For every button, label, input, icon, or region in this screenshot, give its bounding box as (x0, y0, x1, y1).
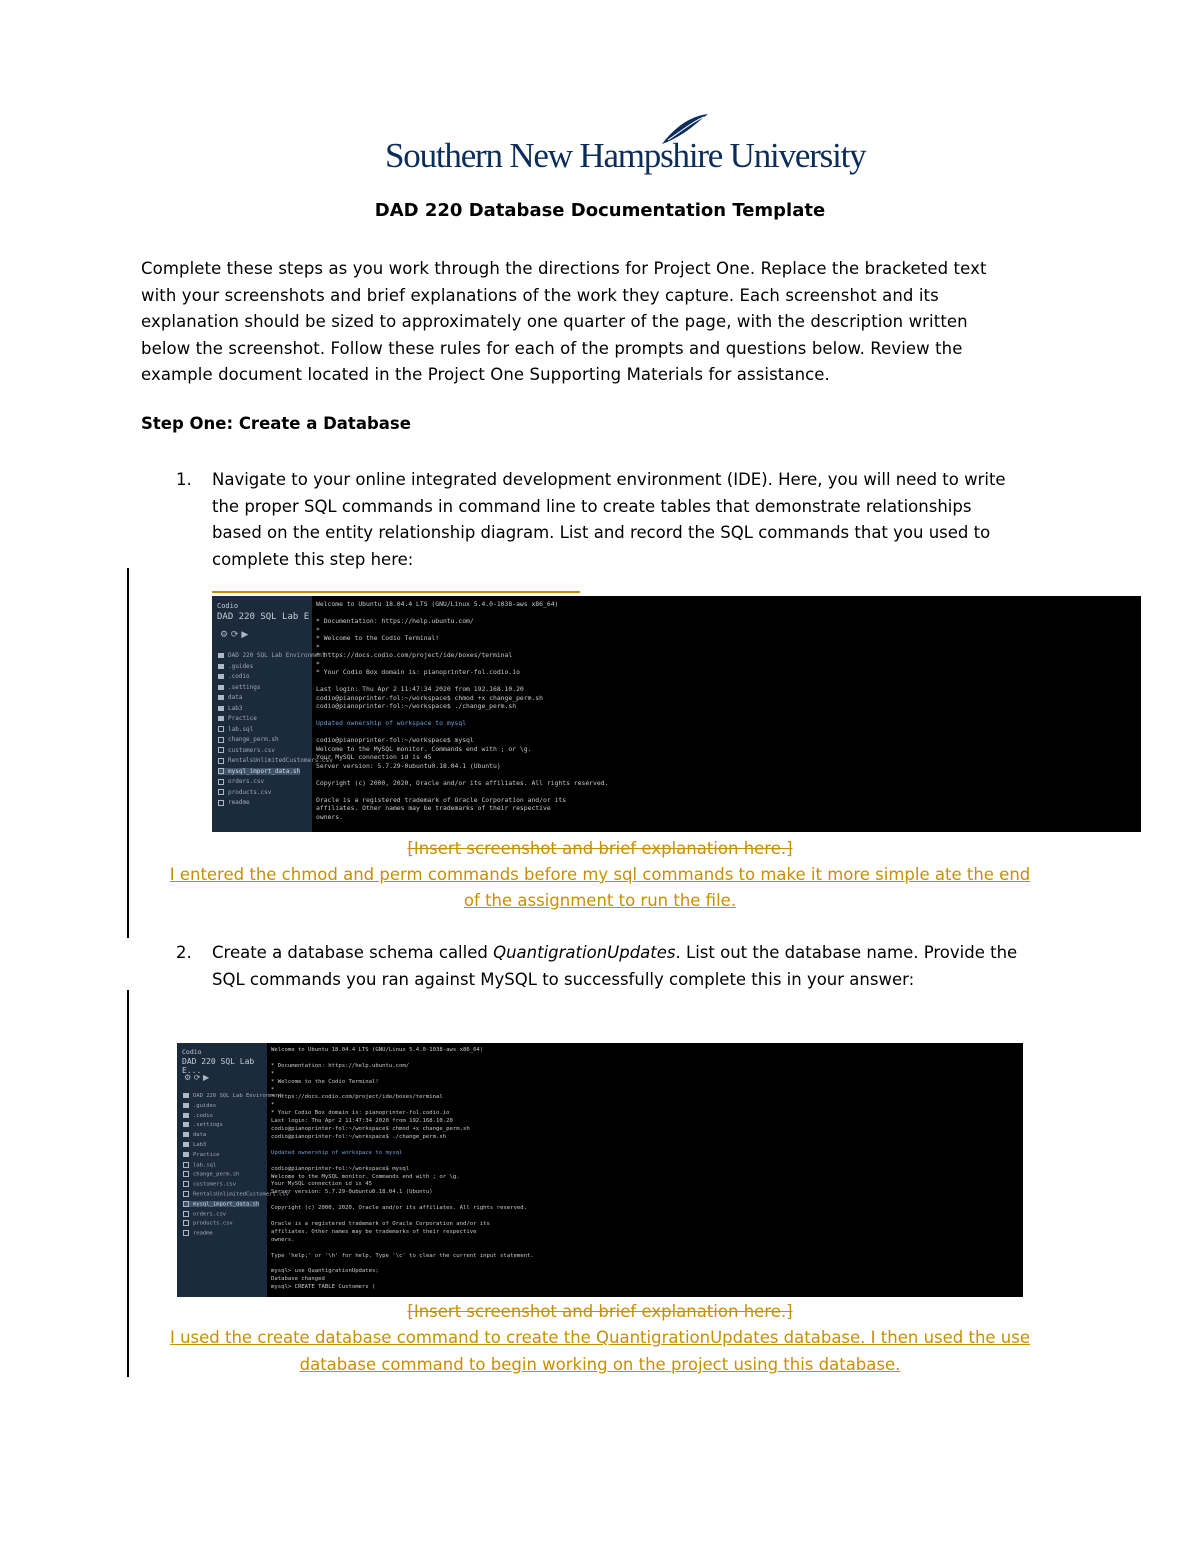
terminal-line: mysql> use QuantigrationUpdates; (271, 1268, 379, 1275)
folder-icon (183, 1113, 189, 1118)
terminal-line: mysql> CREATE TABLE Customers ( (271, 1284, 376, 1291)
terminal-line: Copyright (c) 2000, 2020, Oracle and/or its affiliates. All rights reserved. (271, 1205, 527, 1212)
file-tree-label: change_perm.sh (193, 1171, 240, 1178)
terminal-line (316, 787, 1141, 796)
sidebar-brand: Codio (182, 1048, 202, 1056)
file-tree-item[interactable] (183, 1201, 259, 1208)
file-icon (218, 789, 224, 795)
file-icon (218, 747, 224, 753)
sidebar-toolbar: ⚙ ⟳ ▶ (184, 1073, 210, 1082)
logo-wordmark: Southern New Hampshire University (385, 136, 866, 175)
file-tree-label: customers.csv (228, 746, 275, 754)
file-tree-item[interactable] (218, 705, 242, 712)
item-2-text: . List out the database name. Provide the (675, 943, 1018, 962)
terminal-line: codio@pianoprinter-fol:~/workspace$ chmod +x change_perm.sh (316, 693, 544, 702)
file-tree-item[interactable] (218, 799, 250, 806)
item-2-prompt (212, 940, 1072, 993)
intro-line: below the screenshot. Follow these rules for each of the prompts and questions below. Review the (141, 338, 963, 358)
file-tree-label: RentalsUnlimitedCustomers.csv (193, 1191, 290, 1198)
file-tree-label: DAD 220 SQL Lab Environment (193, 1093, 283, 1099)
ide-screenshot-2 (177, 1043, 1023, 1297)
file-tree-label: readme (228, 799, 250, 806)
terminal-line (271, 1245, 1023, 1253)
terminal-line: Your MySQL connection id is 45 (316, 753, 432, 761)
file-tree-item[interactable] (183, 1230, 213, 1237)
terminal-line: codio@pianoprinter-fol:~/workspace$ ./change_perm.sh (316, 702, 517, 710)
terminal-line (316, 728, 1141, 737)
file-tree-item[interactable] (183, 1171, 239, 1178)
item-1-line: Navigate to your online integrated development environment (IDE). Here, you will need to write (212, 470, 1006, 489)
file-tree-label: Lab3 (193, 1142, 207, 1148)
terminal-line (316, 609, 1141, 618)
terminal-line (271, 1260, 1023, 1268)
terminal-output (312, 596, 1141, 832)
file-tree-item[interactable] (218, 778, 264, 785)
terminal-line: * Your Codio Box domain is: pianoprinter-fol.codio.io (316, 668, 520, 676)
terminal-line: Welcome to the MySQL monitor. Commands end with ; or \g. (316, 744, 532, 753)
intro-line: explanation should be sized to approximately one quarter of the page, with the description written (141, 312, 968, 331)
terminal-line: codio@pianoprinter-fol:~/workspace$ ./change_perm.sh (271, 1133, 447, 1140)
file-tree-item[interactable] (218, 684, 261, 691)
terminal-line: affiliates. Other names may be trademarks of their respective (316, 804, 551, 812)
terminal-line: Server version: 5.7.29-0ubuntu0.18.04.1 (Ubuntu) (316, 761, 501, 770)
file-tree-item[interactable] (218, 694, 242, 701)
terminal-line: Oracle is a registered trademark of Oracle Corporation and/or its (316, 795, 567, 804)
item-1-placeholder: [Insert screenshot and brief explanation here.] (407, 839, 793, 858)
item-2-line: SQL commands you ran against MySQL to successfully complete this in your answer: (212, 969, 915, 989)
ide-screenshot-1 (212, 596, 1141, 832)
terminal-line (271, 1197, 1023, 1205)
terminal-line: Copyright (c) 2000, 2020, Oracle and/or its affiliates. All rights reserved. (316, 778, 609, 787)
file-icon (183, 1162, 189, 1168)
file-icon (218, 758, 224, 764)
file-tree-item[interactable] (218, 736, 279, 743)
terminal-line: * Welcome to the Codio Terminal! (271, 1078, 379, 1085)
file-tree-label: customers.csv (193, 1181, 237, 1188)
terminal-line: Server version: 5.7.29-0ubuntu0.18.04.1 (Ubuntu) (271, 1189, 433, 1196)
file-tree-label: orders.csv (193, 1211, 227, 1218)
file-icon (183, 1171, 189, 1177)
terminal-line (271, 1213, 1023, 1221)
item-1-number: 1. (176, 470, 192, 489)
file-tree-label: .settings (193, 1122, 223, 1129)
file-tree-label: lab.sql (228, 725, 254, 733)
intro-paragraph (141, 256, 1041, 389)
file-icon (218, 768, 224, 774)
terminal-line: Updated ownership of workspace to mysql (316, 719, 467, 727)
terminal-line: codio@pianoprinter-fol:~/workspace$ mysql (271, 1165, 410, 1172)
terminal-line: * Documentation: https://help.ubuntu.com/ (316, 617, 474, 625)
document-title: DAD 220 Database Documentation Template (374, 200, 826, 221)
file-tree-label: Practice (228, 715, 257, 722)
file-icon (183, 1191, 189, 1197)
terminal-line: * (271, 1070, 275, 1077)
item-2-placeholder: [Insert screenshot and brief explanation here.] (407, 1302, 793, 1321)
terminal-output (267, 1043, 1023, 1297)
file-icon (183, 1181, 189, 1187)
file-icon (183, 1211, 189, 1217)
file-tree-label: .settings (228, 683, 261, 691)
folder-icon (183, 1142, 189, 1147)
file-tree-item[interactable] (183, 1152, 220, 1158)
answer-blank-line (212, 591, 580, 593)
terminal-line (316, 677, 1141, 686)
file-tree-label: products.csv (228, 788, 272, 796)
item-1-line: complete this step here: (212, 549, 414, 569)
item-2-number: 2. (176, 943, 192, 962)
terminal-line: Type 'help;' or '\h' for help. Type '\c' to clear the current input statement. (271, 1252, 534, 1259)
schema-name: QuantigrationUpdates (493, 943, 676, 962)
file-tree-label: mysql_import_data.sh (193, 1201, 260, 1208)
terminal-line: * (316, 625, 320, 634)
file-tree-label: .guides (193, 1102, 217, 1109)
terminal-line: codio@pianoprinter-fol:~/workspace$ mysql (316, 736, 474, 744)
terminal-line: Updated ownership of workspace to mysql (271, 1149, 403, 1156)
terminal-line: * Welcome to the Codio Terminal! (316, 634, 440, 642)
folder-icon (183, 1093, 189, 1098)
file-tree-item[interactable] (183, 1142, 206, 1148)
item-1-answer-line: of the assignment to run the file. (463, 891, 737, 910)
file-tree-item[interactable] (183, 1162, 216, 1169)
terminal-line: Database changed (271, 1276, 325, 1283)
file-icon (183, 1230, 189, 1236)
file-tree-item[interactable] (218, 789, 271, 796)
terminal-line: codio@pianoprinter-fol:~/workspace$ chmod +x change_perm.sh (271, 1126, 470, 1133)
terminal-line: owners. (271, 1236, 295, 1243)
file-tree-label: change_perm.sh (228, 736, 279, 743)
intro-line: Complete these steps as you work through the directions for Project One. Replace the bracketed text (141, 259, 987, 278)
terminal-line: Welcome to Ubuntu 18.04.4 LTS (GNU/Linux 5.4.0-1038-aws x86_64) (271, 1047, 484, 1053)
item-1-answer-line: I entered the chmod and perm commands before my sql commands to make it more simple ate the end (169, 865, 1031, 884)
sidebar-project-title: DAD 220 SQL Lab E... (182, 1057, 255, 1075)
file-tree-label: data (193, 1132, 207, 1139)
terminal-line: * (316, 659, 320, 668)
file-tree-label: .codio (193, 1112, 213, 1119)
terminal-line (271, 1142, 1023, 1150)
terminal-line: owners. (316, 812, 343, 821)
item-2-answer-line: database command to begin working on the project using this database. (299, 1355, 901, 1374)
folder-icon (218, 674, 224, 679)
step-one-heading: Step One: Create a Database (141, 414, 411, 433)
sidebar-brand: Codio (217, 602, 239, 610)
file-tree-item[interactable] (218, 768, 300, 775)
file-tree-label: mysql_import_data.sh (228, 767, 301, 775)
item-2-line (212, 940, 1072, 967)
file-icon (218, 726, 224, 732)
terminal-line: * (316, 642, 320, 651)
intro-line: with your screenshots and brief explanations of the work they capture. Each screenshot and its (141, 285, 939, 305)
folder-icon (218, 695, 224, 700)
file-icon (218, 800, 224, 806)
folder-icon (218, 685, 224, 690)
terminal-line: affiliates. Other names may be trademarks of their respective (271, 1228, 477, 1235)
file-tree-label: orders.csv (228, 778, 265, 785)
folder-icon (218, 706, 224, 711)
folder-icon (218, 664, 224, 669)
file-tree-label: DAD 220 SQL Lab Environment (228, 652, 326, 659)
terminal-line (271, 1158, 1023, 1166)
file-tree-label: products.csv (193, 1220, 233, 1227)
folder-icon (218, 716, 224, 721)
file-tree-label: .guides (228, 662, 254, 670)
file-tree-item[interactable] (183, 1211, 226, 1218)
file-tree-item[interactable] (218, 673, 250, 680)
item-2-text: Create a database schema called (212, 943, 494, 962)
file-icon (183, 1201, 189, 1207)
file-tree-item[interactable] (183, 1132, 206, 1138)
folder-icon (183, 1152, 189, 1157)
intro-line: example document located in the Project One Supporting Materials for assistance. (141, 365, 830, 384)
terminal-line: * https://docs.codio.com/project/ide/boxes/terminal (316, 651, 513, 659)
file-tree-label: readme (193, 1230, 213, 1237)
terminal-line (316, 711, 1141, 720)
file-tree-item[interactable] (183, 1220, 233, 1227)
terminal-line: Welcome to Ubuntu 18.04.4 LTS (GNU/Linux 5.4.0-1038-aws x86_64) (316, 600, 559, 608)
folder-icon (218, 653, 224, 658)
file-tree-item[interactable] (218, 652, 326, 659)
university-logo (385, 112, 866, 184)
file-tree-label: data (228, 694, 243, 701)
terminal-line: * Your Codio Box domain is: pianoprinter-fol.codio.io (271, 1110, 450, 1117)
file-tree-label: lab.sql (193, 1162, 217, 1169)
file-tree-item[interactable] (183, 1113, 213, 1119)
item-1-line: the proper SQL commands in command line to create tables that demonstrate relationships (212, 496, 972, 516)
item-2-answer-line: I used the create database command to create the QuantigrationUpdates database. I then used the use (169, 1328, 1031, 1347)
file-tree-item[interactable] (183, 1181, 236, 1188)
file-icon (218, 737, 224, 743)
file-tree-item[interactable] (183, 1103, 216, 1109)
file-tree-label: RentalsUnlimitedCustomers.csv (228, 757, 333, 764)
file-tree-item[interactable] (183, 1122, 223, 1128)
file-tree-item[interactable] (218, 726, 253, 733)
quill-icon (660, 112, 710, 146)
file-tree-label: .codio (228, 673, 250, 680)
file-tree-label: Practice (193, 1151, 220, 1158)
terminal-line: * https://docs.codio.com/project/ide/boxes/terminal (271, 1094, 443, 1101)
terminal-line: Last login: Thu Apr 2 11:47:34 2020 from 192.168.10.20 (316, 685, 524, 693)
file-icon (183, 1220, 189, 1226)
file-tree-item[interactable] (218, 663, 253, 670)
file-tree-item[interactable] (218, 747, 275, 754)
folder-icon (183, 1103, 189, 1108)
file-tree-item[interactable] (218, 715, 257, 722)
terminal-line (316, 770, 1141, 779)
file-tree-label: Lab3 (228, 704, 243, 712)
terminal-line: Your MySQL connection id is 45 (271, 1181, 373, 1188)
item-1-line: based on the entity relationship diagram. List and record the SQL commands that you used to (212, 523, 991, 542)
file-icon (218, 779, 224, 785)
terminal-line: * (271, 1086, 275, 1093)
terminal-line: * Documentation: https://help.ubuntu.com/ (271, 1062, 410, 1069)
terminal-line (271, 1055, 1023, 1063)
terminal-line: Welcome to the MySQL monitor. Commands end with ; or \g. (271, 1173, 460, 1180)
item-1-prompt (212, 467, 1072, 573)
terminal-line: * (271, 1102, 275, 1109)
terminal-line: Last login: Thu Apr 2 11:47:34 2020 from 192.168.10.20 (271, 1118, 453, 1125)
sidebar-toolbar: ⚙ ⟳ ▶ (220, 630, 249, 640)
sidebar-project-title: DAD 220 SQL Lab E (217, 612, 310, 622)
folder-icon (183, 1122, 189, 1127)
terminal-line: Oracle is a registered trademark of Oracle Corporation and/or its (271, 1220, 490, 1227)
folder-icon (183, 1132, 189, 1137)
